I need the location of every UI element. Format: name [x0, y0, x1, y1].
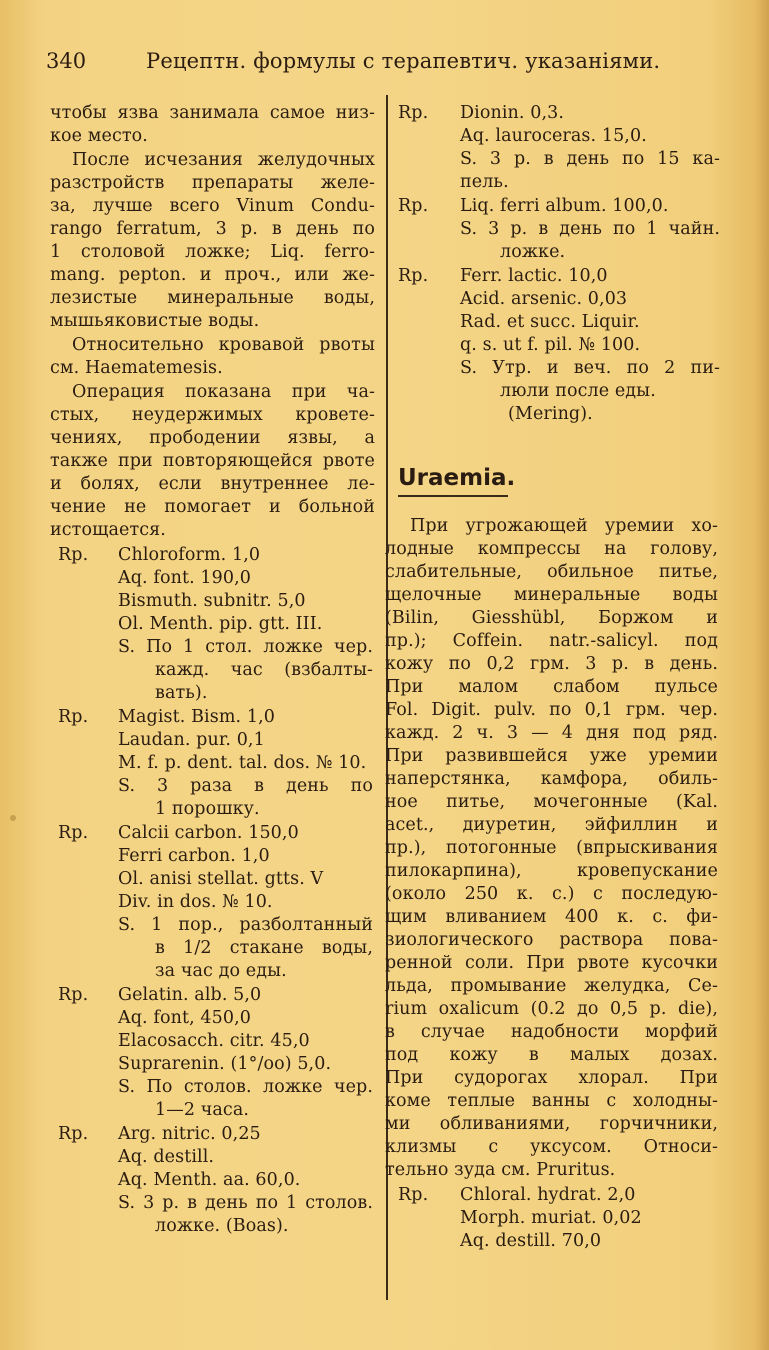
page-edge-shadow	[755, 0, 769, 1350]
left-line-line: истощается.	[50, 520, 166, 540]
right-line-line: Rp.	[398, 103, 429, 123]
left-line-line: Ferri carbon. 1,0	[118, 846, 270, 866]
right-line-line: тельно зуда см. Pruritus.	[385, 1160, 616, 1180]
right-line-line: слабительные, обильное питье,	[385, 562, 718, 582]
left-line-line: Gelatin. alb. 5,0	[118, 985, 262, 1005]
left-line-line: вать).	[155, 683, 208, 703]
right-line-line: (Bilin, Giesshübl, Боржом и	[385, 608, 718, 628]
left-line-line: Suprarenin. (1°/oo) 5,0.	[118, 1054, 332, 1074]
left-line-line: Div. in dos. № 10.	[118, 892, 273, 912]
right-line-line: наперстянка, камфора, обиль-	[385, 769, 718, 789]
right-line-line: Morph. muriat. 0,02	[460, 1208, 642, 1228]
left-line-line: Rp.	[58, 985, 89, 1005]
right-line-line: Liq. ferri album. 100,0.	[460, 196, 669, 216]
left-line-line: кажд. час (взбалты-	[155, 660, 373, 680]
right-line-line: под кожу в малых дозах.	[385, 1045, 718, 1065]
left-line-line: 1 столовой ложке; Liq. ferro-	[50, 242, 375, 262]
left-line-line: разстройств препараты желе-	[50, 173, 375, 193]
paper-spot	[10, 815, 16, 821]
left-line-line: за час до еды.	[155, 961, 287, 981]
left-line-line: ложке. (Boas).	[155, 1216, 289, 1236]
running-title: Рецептн. формулы с терапевтич. указаніями.	[146, 49, 661, 73]
left-line-line: Arg. nitric. 0,25	[118, 1124, 261, 1144]
right-line-line: кажд. 2 ч. 3 — 4 дня под ряд.	[385, 723, 718, 743]
right-line-line: Ferr. lactic. 10,0	[460, 266, 608, 286]
right-line-line: rium oxalicum (0.2 до 0,5 р. die),	[385, 999, 718, 1019]
right-line-line: зиологического раствора пова-	[385, 930, 718, 950]
left-line-line: в 1/2 стакане воды,	[155, 938, 373, 958]
left-line-line: Aq. Menth. aa. 60,0.	[118, 1170, 301, 1190]
right-line-line: ное питье, мочегонные (Kal.	[385, 792, 718, 812]
left-line-line: Magist. Bism. 1,0	[118, 707, 275, 727]
right-line-line: пилокарпина), кровепускание	[385, 861, 718, 881]
left-line-line: см. Haematemesis.	[50, 358, 223, 378]
left-line-line: стых, неудержимых кровете-	[50, 405, 375, 425]
right-line-line: пр.), потогонные (впрыскивания	[385, 838, 718, 858]
left-line-line: Aq. destill.	[118, 1147, 215, 1167]
right-line-line: S. 3 р. в день по 15 ка-	[460, 149, 720, 169]
left-line-line: Aq. font. 190,0	[118, 568, 252, 588]
left-line-line: Относительно кровавой рвоты	[72, 335, 375, 355]
page-header	[46, 44, 676, 78]
right-line-line: клизмы с уксусом. Относи-	[385, 1137, 718, 1157]
page-number: 340	[46, 49, 87, 73]
right-line-line: Rp.	[398, 196, 429, 216]
left-line-line: S. По столов. ложке чер.	[118, 1077, 373, 1097]
right-line-line: S. Утр. и веч. по 2 пи-	[460, 358, 720, 378]
left-line-line: Rp.	[58, 1124, 89, 1144]
right-line-line: коме теплые ванны с холодны-	[385, 1091, 718, 1111]
left-line-line: мышьяковистые воды.	[50, 311, 260, 331]
right-line-line: При угрожающей уремии хо-	[410, 516, 718, 536]
right-line-line: S. 3 р. в день по 1 чайн.	[460, 219, 720, 239]
left-line-line: чение не помогает и больной	[50, 497, 375, 517]
left-line-line: rango ferratum, 3 р. в день по	[50, 219, 375, 239]
left-line-line: Aq. font, 450,0	[118, 1008, 252, 1028]
right-line-line: лодные компрессы на голову,	[385, 539, 718, 559]
right-line-line: (около 250 к. с.) с последую-	[385, 884, 718, 904]
right-line-line: Rp.	[398, 266, 429, 286]
left-line-line: Chloroform. 1,0	[118, 545, 261, 565]
right-line-line: acet., диуретин, эйфиллин и	[385, 815, 718, 835]
right-line-line: Aq. destill. 70,0	[460, 1231, 602, 1251]
left-line-line: S. По 1 стол. ложке чер.	[118, 637, 373, 657]
right-line-line: (Mering).	[508, 404, 593, 424]
right-line-line: пель.	[460, 172, 509, 192]
left-line-line: и болях, если внутреннее ле-	[50, 474, 375, 494]
left-line-line: S. 1 пор., разболтанный	[118, 915, 373, 935]
left-line-line: Rp.	[58, 823, 89, 843]
left-line-line: После исчезания желудочных	[72, 150, 375, 170]
left-line-line: Операция показана при ча-	[72, 382, 375, 402]
right-line-line: ми обливаниями, горчичники,	[385, 1114, 718, 1134]
left-line-line: S. 3 раза в день по	[118, 776, 373, 796]
left-line-line: M. f. p. dent. tal. dos. № 10.	[118, 753, 367, 773]
right-line-line: Dionin. 0,3.	[460, 103, 565, 123]
right-line-line: Aq. lauroceras. 15,0.	[460, 126, 647, 146]
right-line-line: Rad. et succ. Liquir.	[460, 312, 640, 332]
right-line-line: q. s. ut f. pil. № 100.	[460, 335, 641, 355]
left-line-line: Ol. Menth. pip. gtt. III.	[118, 614, 323, 634]
right-line-line: Fol. Digit. pulv. по 0,1 грм. чер.	[385, 700, 718, 720]
right-line-line: в случае надобности морфий	[385, 1022, 718, 1042]
left-line-line: Rp.	[58, 545, 89, 565]
left-line-line: S. 3 р. в день по 1 столов.	[118, 1193, 373, 1213]
right-line-line: ложке.	[500, 242, 566, 262]
right-line-line: Rp.	[398, 1185, 429, 1205]
right-line-line: Acid. arsenic. 0,03	[460, 289, 628, 309]
right-line-line: При малом слабом пульсе	[385, 677, 718, 697]
left-line-line: кое место.	[50, 126, 148, 146]
left-line-line: чтобы язва занимала самое низ-	[50, 103, 375, 123]
left-line-line: 1 порошку.	[155, 799, 260, 819]
left-line-line: Rp.	[58, 707, 89, 727]
section-heading: Uraemia.	[398, 465, 516, 491]
left-line-line: лезистые минеральные воды,	[50, 288, 375, 308]
left-line-line: за, лучше всего Vinum Condu-	[50, 196, 375, 216]
left-line-line: 1—2 часа.	[155, 1100, 250, 1120]
right-line-line: щим вливанием 400 к. с. фи-	[385, 907, 718, 927]
right-line-line: При развившейся уже уремии	[385, 746, 718, 766]
section-heading-underline	[398, 495, 508, 497]
right-line-line: Chloral. hydrat. 2,0	[460, 1185, 636, 1205]
left-line-line: чениях, прободении язвы, а	[50, 428, 375, 448]
left-line-line: Laudan. pur. 0,1	[118, 730, 265, 750]
right-line-line: ренной соли. При рвоте кусочки	[385, 953, 718, 973]
right-line-line: При судорогах хлорал. При	[385, 1068, 718, 1088]
right-line-line: кожу по 0,2 грм. 3 р. в день.	[385, 654, 718, 674]
left-line-line: mang. pepton. и проч., или же-	[50, 265, 375, 285]
left-line-line: Bismuth. subnitr. 5,0	[118, 591, 306, 611]
right-line-line: люли после еды.	[500, 381, 656, 401]
left-line-line: Elacosacch. citr. 45,0	[118, 1031, 310, 1051]
left-line-line: также при повторяющейся рвоте	[50, 451, 375, 471]
right-line-line: щелочные минеральные воды	[385, 585, 718, 605]
left-line-line: Ol. anisi stellat. gtts. V	[118, 869, 324, 889]
right-line-line: пр.); Coffein. natr.-salicyl. под	[385, 631, 718, 651]
right-line-line: льда, промывание желудка, Ce-	[385, 976, 718, 996]
left-line-line: Calcii carbon. 150,0	[118, 823, 299, 843]
